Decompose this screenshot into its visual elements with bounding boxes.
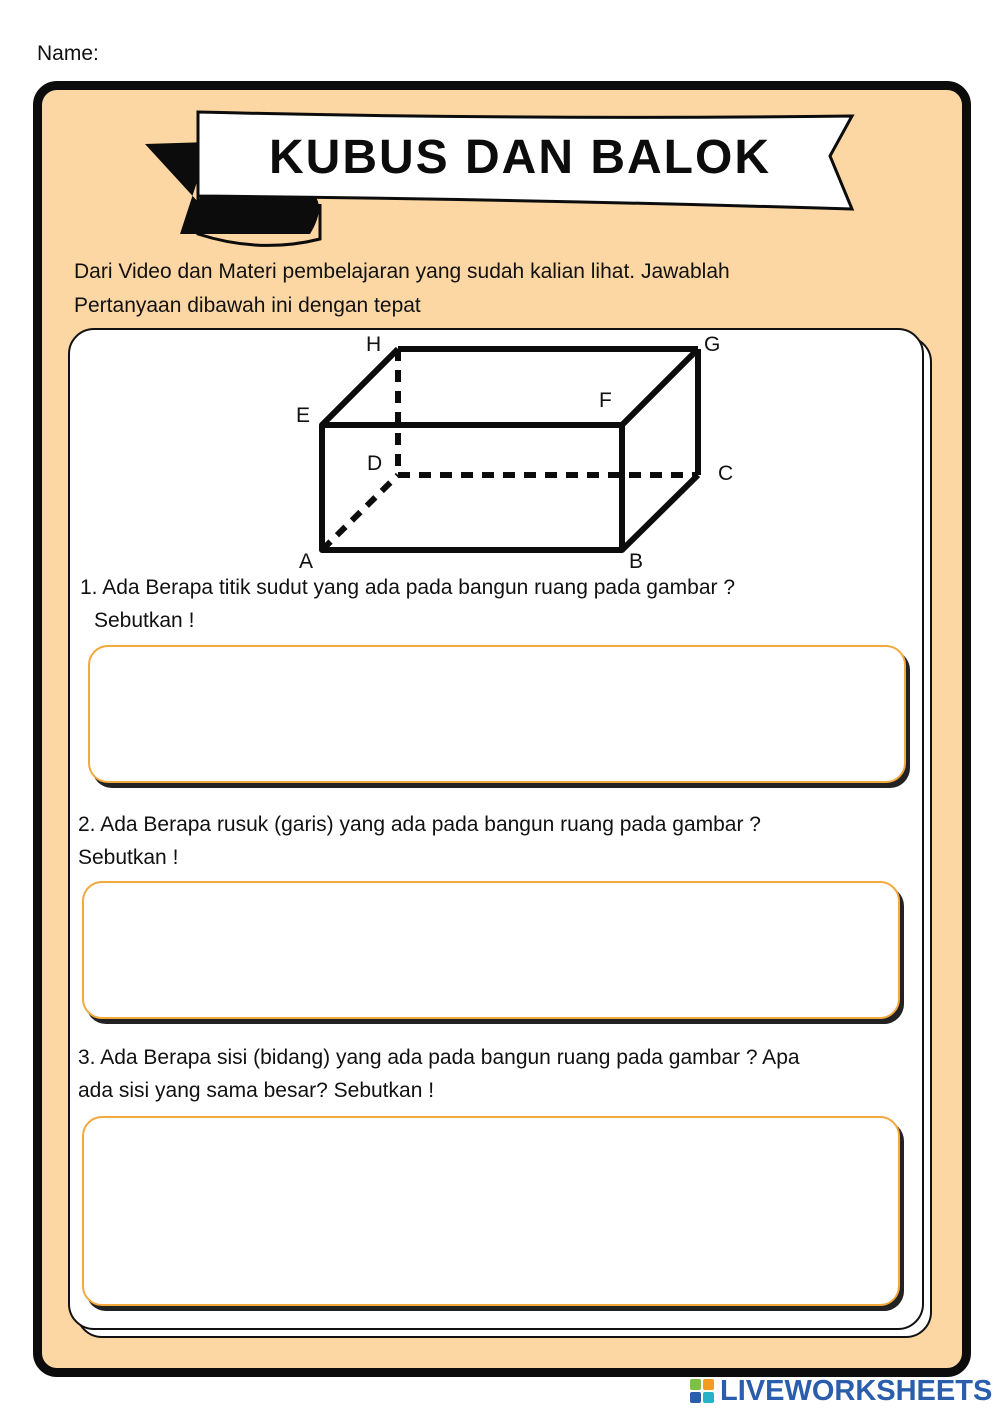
vertex-label-F: F — [599, 389, 612, 412]
question-2-line-2: Sebutkan ! — [78, 846, 179, 869]
instructions-line-1: Dari Video dan Materi pembelajaran yang sudah kalian lihat. Jawablah — [74, 260, 730, 283]
question-2 — [78, 808, 888, 874]
name-label: Name: — [37, 42, 99, 65]
vertex-label-A: A — [299, 550, 314, 573]
answer-box-3[interactable] — [82, 1116, 900, 1306]
vertex-label-B: B — [629, 550, 644, 573]
question-3-line-2: ada sisi yang sama besar? Sebutkan ! — [78, 1079, 435, 1102]
page-title: KUBUS DAN BALOK — [269, 131, 771, 184]
question-2-line-1: 2. Ada Berapa rusuk (garis) yang ada pada bangun ruang pada gambar ? — [78, 813, 761, 836]
cuboid-diagram — [290, 330, 750, 575]
answer-box-2[interactable] — [82, 881, 900, 1019]
edge-BC — [622, 475, 698, 550]
edge-AD-hidden — [322, 475, 398, 550]
vertex-label-E: E — [296, 404, 311, 427]
front-face — [322, 425, 622, 550]
vertex-label-H: H — [366, 333, 382, 356]
question-3 — [78, 1041, 888, 1107]
brand-name: LIVEWORKSHEETS — [720, 1374, 993, 1407]
question-1-line-1: 1. Ada Berapa titik sudut yang ada pada bangun ruang pada gambar ? — [80, 576, 735, 599]
edge-EH — [322, 349, 398, 425]
vertex-label-D: D — [367, 452, 383, 475]
instructions — [74, 255, 874, 323]
question-3-line-1: 3. Ada Berapa sisi (bidang) yang ada pada bangun ruang pada gambar ? Apa — [78, 1046, 800, 1069]
answer-box-1[interactable] — [88, 645, 906, 783]
liveworksheets-logo[interactable] — [690, 1376, 992, 1406]
instructions-line-2: Pertanyaan dibawah ini dengan tepat — [74, 294, 421, 317]
edge-FG — [622, 349, 698, 425]
vertex-label-G: G — [704, 333, 721, 356]
question-1-line-2: Sebutkan ! — [94, 609, 195, 632]
logo-grid-icon — [690, 1379, 714, 1403]
vertex-label-C: C — [718, 462, 734, 485]
question-1 — [80, 571, 890, 637]
